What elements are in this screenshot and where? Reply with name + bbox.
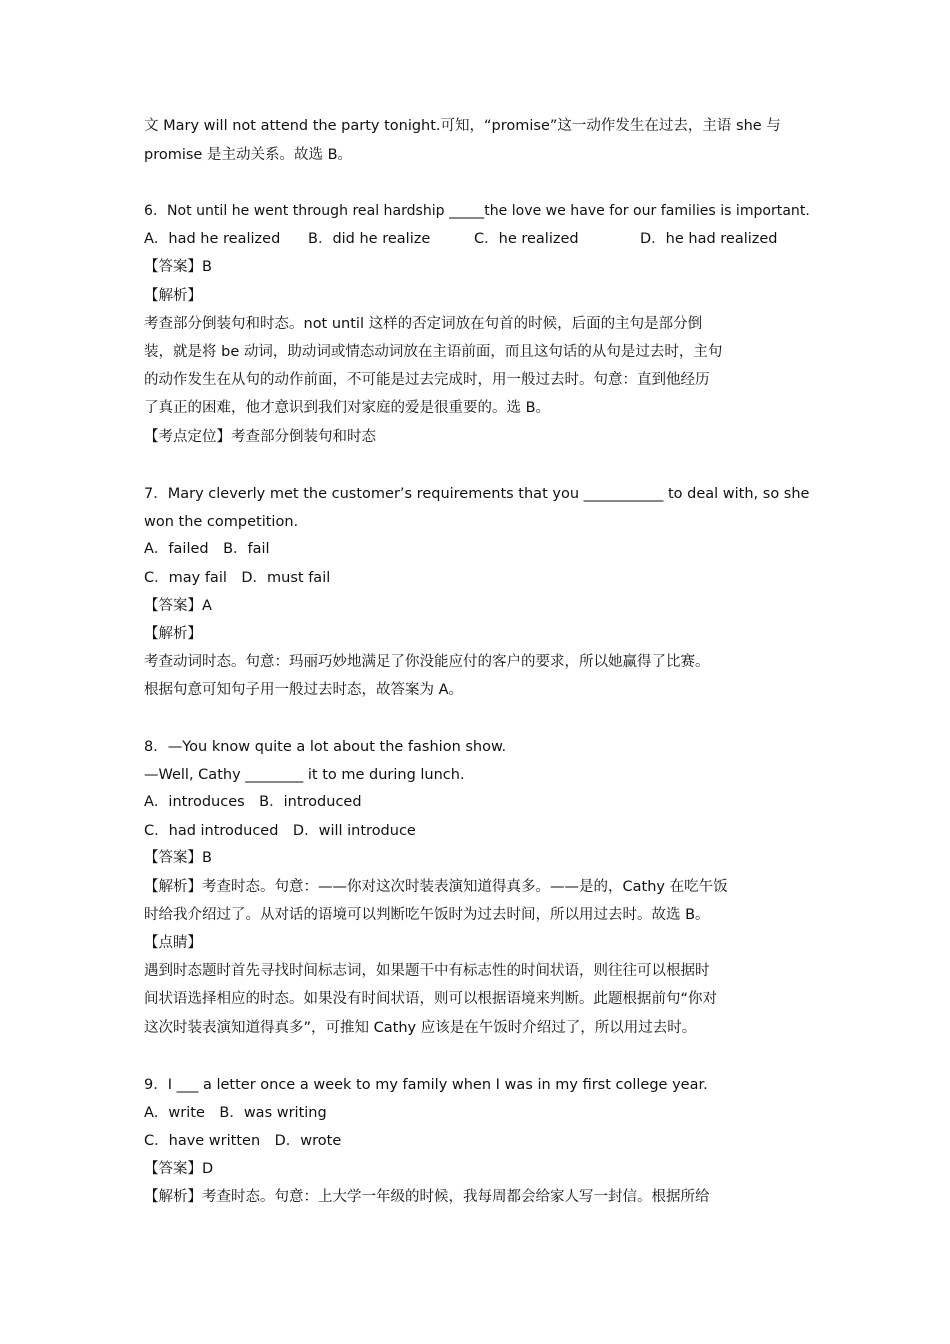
q8-tip-line: 间状语选择相应的时态。如果没有时间状语，则可以根据语境来判断。此题根据前句“你对: [144, 991, 718, 1007]
q8-tip-line: 遇到时态题时首先寻找时间标志词，如果题干中有标志性的时间状语，则往往可以根据时: [144, 963, 710, 979]
q8-stem-line-1: 8．—You know quite a lot about the fashion show.: [144, 739, 507, 755]
q8-tip-line: 这次时装表演知道得真多”，可推知 Cathy 应该是在午饭时介绍过了，所以用过去时。: [144, 1020, 697, 1036]
q6-option-b: B．did he realize: [308, 231, 431, 247]
q8-tip-label: 【点睛】: [144, 935, 202, 951]
q9-answer: 【答案】D: [144, 1161, 214, 1177]
q7-options-line-1: A．failed B．fail: [144, 541, 270, 557]
q6-analysis-line: 了真正的困难，他才意识到我们对家庭的爱是很重要的。选 B。: [144, 400, 551, 416]
intro-line-2: promise 是主动关系。故选 B。: [144, 147, 353, 163]
q6-analysis-line: 装，就是将 be 动词，助动词或情态动词放在主语前面，而且这句话的从句是过去时，主句: [144, 344, 723, 360]
q9-options-line-1: A．write B．was writing: [144, 1105, 327, 1121]
q8-answer: 【答案】B: [144, 850, 212, 866]
q9-analysis-line: 【解析】考查时态。句意：上大学一年级的时候，我每周都会给家人写一封信。根据所给: [144, 1189, 710, 1205]
q8-options-line-1: A．introduces B．introduced: [144, 794, 362, 810]
q7-analysis-line: 根据句意可知句子用一般过去时态，故答案为 A。: [144, 682, 464, 698]
q8-stem-line-2: —Well, Cathy ________ it to me during lunch.: [144, 767, 465, 783]
q6-option-a: A．had he realized: [144, 231, 281, 247]
intro-line-1: 文 Mary will not attend the party tonight.可知，“promise”这一动作发生在过去，主语 she 与: [144, 118, 781, 134]
q6-option-c: C．he realized: [474, 231, 579, 247]
q7-analysis-label: 【解析】: [144, 626, 202, 642]
q8-analysis-line: 时给我介绍过了。从对话的语境可以判断吃午饭时为过去时间，所以用过去时。故选 B。: [144, 907, 710, 923]
q6-point: 【考点定位】考查部分倒装句和时态: [144, 429, 376, 445]
q8-options-line-2: C．had introduced D．will introduce: [144, 823, 416, 839]
q9-stem: 9．I ___ a letter once a week to my family when I was in my first college year.: [144, 1077, 708, 1093]
q7-stem-line-2: won the competition.: [144, 514, 299, 530]
q6-analysis-line: 考查部分倒装句和时态。not until 这样的否定词放在句首的时候，后面的主句是部分倒: [144, 316, 703, 332]
q9-options-line-2: C．have written D．wrote: [144, 1133, 342, 1149]
q6-option-d: D．he had realized: [640, 231, 778, 247]
q8-analysis-line: 【解析】考查时态。句意：——你对这次时装表演知道得真多。——是的，Cathy 在吃午饭: [144, 879, 728, 895]
q7-options-line-2: C．may fail D．must fail: [144, 570, 331, 586]
q6-answer: 【答案】B: [144, 259, 212, 275]
q6-stem: 6．Not until he went through real hardship _____the love we have for our families is important.: [144, 203, 810, 219]
q7-answer: 【答案】A: [144, 598, 212, 614]
q7-stem-line-1: 7．Mary cleverly met the customer’s requirements that you ___________ to deal with, so she: [144, 486, 810, 502]
q7-analysis-line: 考查动词时态。句意：玛丽巧妙地满足了你没能应付的客户的要求，所以她赢得了比赛。: [144, 654, 710, 670]
q6-analysis-line: 的动作发生在从句的动作前面，不可能是过去完成时，用一般过去时。句意：直到他经历: [144, 372, 710, 388]
q6-analysis-label: 【解析】: [144, 288, 202, 304]
